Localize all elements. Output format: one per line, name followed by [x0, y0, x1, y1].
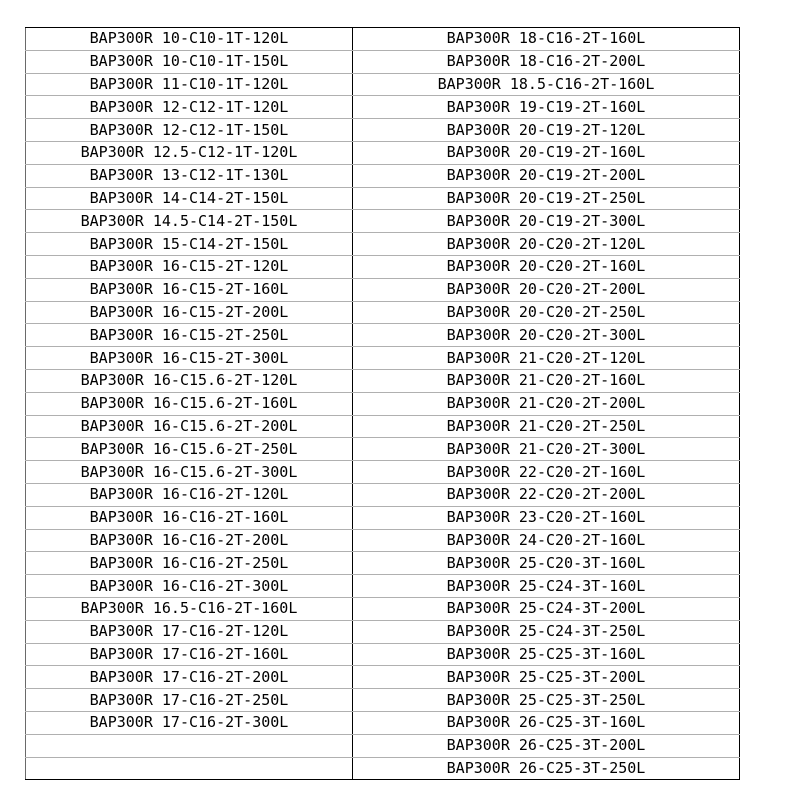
cell-left-column[interactable]: BAP300R 10-C10-1T-150L — [26, 50, 353, 73]
cell-left-column[interactable]: BAP300R 16-C15.6-2T-120L — [26, 369, 353, 392]
cell-right-column[interactable]: BAP300R 20-C20-2T-300L — [353, 324, 740, 347]
cell-right-column[interactable]: BAP300R 21-C20-2T-300L — [353, 438, 740, 461]
table-row — [26, 324, 740, 347]
table-body — [26, 28, 740, 780]
cell-right-column[interactable]: BAP300R 25-C25-3T-250L — [353, 689, 740, 712]
cell-left-column[interactable]: BAP300R 16-C15-2T-300L — [26, 347, 353, 370]
table-row — [26, 141, 740, 164]
cell-left-column[interactable]: BAP300R 17-C16-2T-160L — [26, 643, 353, 666]
table-row — [26, 301, 740, 324]
table-row — [26, 233, 740, 256]
cell-right-column[interactable]: BAP300R 18.5-C16-2T-160L — [353, 73, 740, 96]
table-row — [26, 164, 740, 187]
cell-right-column[interactable]: BAP300R 26-C25-3T-200L — [353, 734, 740, 757]
cell-left-column[interactable]: BAP300R 17-C16-2T-200L — [26, 666, 353, 689]
cell-left-column[interactable]: BAP300R 16-C15-2T-200L — [26, 301, 353, 324]
cell-right-column[interactable]: BAP300R 21-C20-2T-200L — [353, 392, 740, 415]
cell-right-column[interactable]: BAP300R 19-C19-2T-160L — [353, 96, 740, 119]
table-row — [26, 392, 740, 415]
cell-left-column[interactable]: BAP300R 16-C15.6-2T-160L — [26, 392, 353, 415]
cell-right-column[interactable]: BAP300R 22-C20-2T-160L — [353, 461, 740, 484]
cell-right-column[interactable]: BAP300R 22-C20-2T-200L — [353, 483, 740, 506]
cell-right-column[interactable]: BAP300R 24-C20-2T-160L — [353, 529, 740, 552]
cell-right-column[interactable]: BAP300R 25-C20-3T-160L — [353, 552, 740, 575]
table-row — [26, 210, 740, 233]
table-row — [26, 643, 740, 666]
table-row — [26, 689, 740, 712]
cell-left-column[interactable]: BAP300R 16-C16-2T-300L — [26, 575, 353, 598]
cell-right-column[interactable]: BAP300R 23-C20-2T-160L — [353, 506, 740, 529]
cell-left-column[interactable]: BAP300R 15-C14-2T-150L — [26, 233, 353, 256]
cell-right-column[interactable]: BAP300R 21-C20-2T-250L — [353, 415, 740, 438]
table-row — [26, 620, 740, 643]
table-row — [26, 734, 740, 757]
cell-left-column[interactable]: BAP300R 11-C10-1T-120L — [26, 73, 353, 96]
cell-left-column[interactable]: BAP300R 17-C16-2T-300L — [26, 711, 353, 734]
cell-right-column[interactable]: BAP300R 20-C20-2T-160L — [353, 255, 740, 278]
cell-left-column[interactable]: BAP300R 16-C16-2T-160L — [26, 506, 353, 529]
cell-right-column[interactable]: BAP300R 20-C19-2T-120L — [353, 119, 740, 142]
cell-right-column[interactable]: BAP300R 21-C20-2T-120L — [353, 347, 740, 370]
cell-left-column[interactable]: BAP300R 16-C15.6-2T-300L — [26, 461, 353, 484]
cell-left-column[interactable]: BAP300R 12.5-C12-1T-120L — [26, 141, 353, 164]
table-row — [26, 50, 740, 73]
cell-left-column[interactable]: BAP300R 17-C16-2T-250L — [26, 689, 353, 712]
table-row — [26, 711, 740, 734]
cell-left-column[interactable] — [26, 757, 353, 780]
table-row — [26, 529, 740, 552]
cell-left-column[interactable] — [26, 734, 353, 757]
cell-left-column[interactable]: BAP300R 14.5-C14-2T-150L — [26, 210, 353, 233]
table-row — [26, 597, 740, 620]
cell-left-column[interactable]: BAP300R 16-C16-2T-250L — [26, 552, 353, 575]
cell-left-column[interactable]: BAP300R 12-C12-1T-120L — [26, 96, 353, 119]
cell-right-column[interactable]: BAP300R 20-C19-2T-300L — [353, 210, 740, 233]
cell-right-column[interactable]: BAP300R 20-C20-2T-120L — [353, 233, 740, 256]
cell-left-column[interactable]: BAP300R 12-C12-1T-150L — [26, 119, 353, 142]
table-row — [26, 187, 740, 210]
cell-left-column[interactable]: BAP300R 16-C15-2T-250L — [26, 324, 353, 347]
table-row — [26, 278, 740, 301]
cell-right-column[interactable]: BAP300R 20-C19-2T-160L — [353, 141, 740, 164]
table-row — [26, 255, 740, 278]
table-row — [26, 757, 740, 780]
table-row — [26, 461, 740, 484]
table-row — [26, 28, 740, 51]
cell-left-column[interactable]: BAP300R 16-C16-2T-120L — [26, 483, 353, 506]
cell-right-column[interactable]: BAP300R 18-C16-2T-200L — [353, 50, 740, 73]
cell-left-column[interactable]: BAP300R 16-C15-2T-120L — [26, 255, 353, 278]
table-row — [26, 483, 740, 506]
cell-right-column[interactable]: BAP300R 18-C16-2T-160L — [353, 28, 740, 51]
cell-right-column[interactable]: BAP300R 25-C24-3T-200L — [353, 597, 740, 620]
table-row — [26, 552, 740, 575]
table-row — [26, 347, 740, 370]
table-row — [26, 666, 740, 689]
cell-left-column[interactable]: BAP300R 16-C16-2T-200L — [26, 529, 353, 552]
cell-right-column[interactable]: BAP300R 20-C19-2T-200L — [353, 164, 740, 187]
cell-right-column[interactable]: BAP300R 20-C20-2T-250L — [353, 301, 740, 324]
cell-left-column[interactable]: BAP300R 16.5-C16-2T-160L — [26, 597, 353, 620]
cell-left-column[interactable]: BAP300R 17-C16-2T-120L — [26, 620, 353, 643]
cell-left-column[interactable]: BAP300R 13-C12-1T-130L — [26, 164, 353, 187]
cell-left-column[interactable]: BAP300R 10-C10-1T-120L — [26, 28, 353, 51]
table-row — [26, 119, 740, 142]
cell-right-column[interactable]: BAP300R 20-C20-2T-200L — [353, 278, 740, 301]
cell-left-column[interactable]: BAP300R 16-C15.6-2T-250L — [26, 438, 353, 461]
table-row — [26, 369, 740, 392]
cell-right-column[interactable]: BAP300R 26-C25-3T-160L — [353, 711, 740, 734]
cell-left-column[interactable]: BAP300R 14-C14-2T-150L — [26, 187, 353, 210]
cell-right-column[interactable]: BAP300R 21-C20-2T-160L — [353, 369, 740, 392]
cell-right-column[interactable]: BAP300R 25-C24-3T-160L — [353, 575, 740, 598]
spreadsheet-area — [25, 27, 740, 780]
cell-right-column[interactable]: BAP300R 20-C19-2T-250L — [353, 187, 740, 210]
table-row — [26, 73, 740, 96]
table-row — [26, 438, 740, 461]
table-row — [26, 415, 740, 438]
table-row — [26, 575, 740, 598]
cell-right-column[interactable]: BAP300R 26-C25-3T-250L — [353, 757, 740, 780]
table-row — [26, 96, 740, 119]
cell-right-column[interactable]: BAP300R 25-C25-3T-160L — [353, 643, 740, 666]
part-number-table — [25, 27, 740, 780]
cell-right-column[interactable]: BAP300R 25-C25-3T-200L — [353, 666, 740, 689]
cell-left-column[interactable]: BAP300R 16-C15.6-2T-200L — [26, 415, 353, 438]
table-row — [26, 506, 740, 529]
cell-left-column[interactable]: BAP300R 16-C15-2T-160L — [26, 278, 353, 301]
cell-right-column[interactable]: BAP300R 25-C24-3T-250L — [353, 620, 740, 643]
